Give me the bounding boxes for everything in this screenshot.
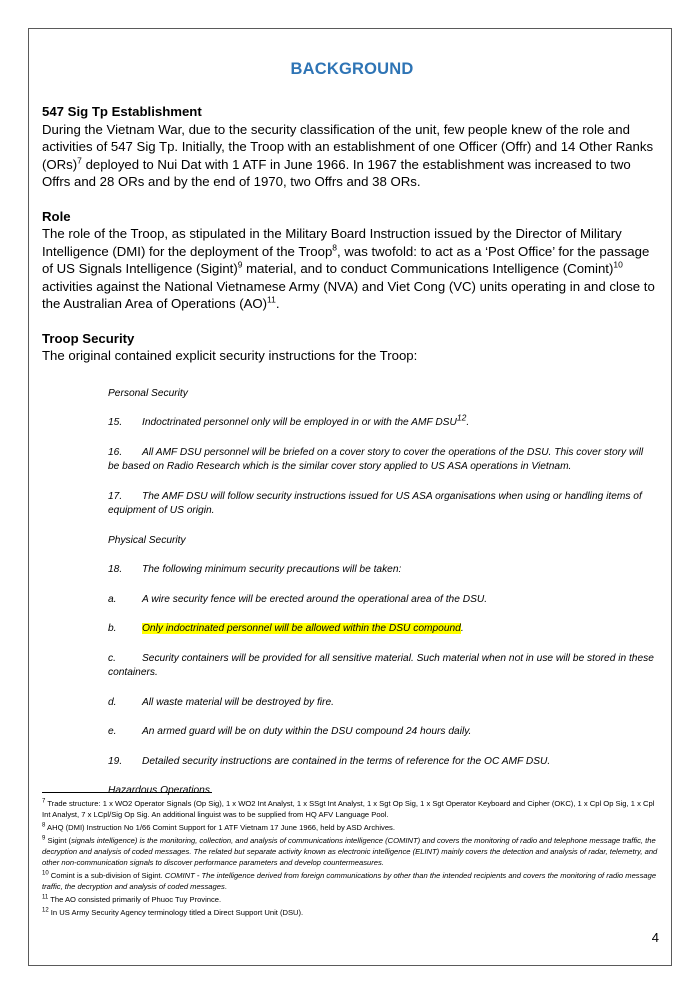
footnote-number: 9 [42, 835, 46, 842]
text-run: COMINT - The intelligence derived from foreign communications by other than the intended recipients and covers the monitoring of radio message traffic, the decryption and analysis of coded messages [42, 871, 657, 891]
text-run: During the Vietnam War, due to the security classification of the unit, few people knew of the role and activities of 547 Sig Tp. Initially, the Troop with an establishment of one Officer (Offr) and 14 Other Ranks (ORs) [42, 121, 654, 172]
quote-item [108, 755, 656, 770]
footnote [42, 907, 660, 918]
quote-item [108, 412, 656, 431]
document-body [42, 60, 662, 814]
text-run: Trade structure: 1 x WO2 Operator Signals (Op Sig), 1 x WO2 Int Analyst, 1 x SSgt Int Analyst, 1 x Sgt Op Sig, 1 x Sgt Operator Keyboard and Cipher (OKC), 1 x Cpl Op Sig, 1 x Cpl Int Analyst, 7 x LCpl/Sig Op Sig. An additional linguist was to be supplied from HQ AFV Language Pool. [42, 799, 655, 819]
quote-item-number: 17. [108, 490, 123, 502]
quote-item-number: a. [108, 593, 117, 605]
footnote-reference: 11 [267, 294, 276, 305]
footnote-number: 7 [42, 798, 46, 805]
quote-item [108, 593, 656, 608]
footnote [42, 798, 660, 820]
footnote-reference: 7 [77, 155, 82, 166]
text-run: Sigint ( [45, 836, 72, 845]
text-run: An armed guard will be on duty within the DSU compound 24 hours daily. [142, 726, 472, 737]
footnote-number: 11 [42, 894, 49, 901]
text-run: Hazardous Operations [108, 785, 210, 796]
text-run: Comint is a sub-division of Sigint. [48, 871, 165, 880]
quote-item [108, 652, 656, 681]
text-run: The following minimum security precautions will be taken: [142, 564, 402, 575]
text-run: All waste material will be destroyed by fire. [142, 696, 334, 708]
text-run: deployed to Nui Dat with 1 ATF in June 1966. In 1967 the establishment was increased to two Offrs and 28 ORs and by the end of 1970, two Offrs and 38 ORs. [42, 156, 631, 189]
footnote-number: 8 [42, 822, 46, 829]
section-paragraph [42, 121, 662, 191]
quote-item [108, 446, 656, 475]
text-run: Physical Security [108, 534, 186, 546]
footnote [42, 835, 660, 868]
quote-item [108, 563, 656, 578]
highlighted-text: Only indoctrinated personnel will be allowed within the DSU compound [142, 623, 461, 634]
quote-item-number: e. [108, 726, 117, 737]
section-establishment [42, 103, 662, 191]
text-run: A wire security fence will be erected around the operational area of the DSU. [142, 593, 488, 605]
text-run: . [460, 623, 464, 634]
footnote-reference: 8 [332, 242, 338, 253]
text-run: The original contained explicit security instructions for the Troop: [42, 348, 418, 363]
text-run: The AO consisted primarily of Phuoc Tuy Province. [48, 895, 222, 904]
quote-item-number: 19. [108, 755, 123, 767]
section-troop-security [42, 330, 662, 365]
footnote [42, 822, 660, 833]
quote-item [108, 622, 656, 637]
text-run: Personal Security [108, 387, 188, 399]
footnote [42, 894, 660, 905]
footnote-number: 12 [42, 907, 49, 914]
quoted-security-instructions [108, 387, 656, 799]
quote-item [108, 490, 656, 519]
text-run: material, and to conduct Communications Intelligence (Comint) [242, 261, 614, 276]
quote-item-number: 15. [108, 417, 123, 428]
quote-item-number: d. [108, 696, 117, 708]
section-paragraph [42, 225, 662, 313]
text-run: . [224, 882, 227, 891]
text-run: , was twofold: to act as a ‘Post Office’ for the passage of US Signals Intelligence (Sigint) [42, 243, 650, 276]
quote-item [108, 696, 656, 711]
footnote-separator [42, 792, 212, 793]
quote-item [108, 725, 656, 740]
text-run: signals intelligence [71, 836, 135, 845]
text-run: . [466, 417, 470, 428]
quote-item-number: b. [108, 623, 117, 634]
text-run: All AMF DSU personnel will be briefed on a cover story to cover the operations of the DSU. This cover story will be based on Radio Research which is the similar cover story applied to US ASA operations in Vietnam. [108, 446, 644, 472]
text-run: Security containers will be provided for all sensitive material. Such material when not in use will be stored in these containers. [108, 652, 654, 678]
quote-item-number: c. [108, 652, 116, 664]
text-run: In US Army Security Agency terminology titled a Direct Support Unit (DSU). [48, 908, 304, 917]
section-paragraph [42, 347, 662, 365]
quote-subheading [108, 534, 656, 549]
page-title: BACKGROUND [290, 60, 414, 78]
text-run: ) is the monitoring, collection, and analysis of communications intelligence (COMINT) and covers the monitoring of radio and telephone message traffic, the decryption and analysis of coded messages. The related but separate activity known as electronic intelligence (ELINT) mainly covers the detection and analysis of radar, telemetry, and other non-communication signals to discover performance parameters and develop countermeasures. [42, 836, 658, 867]
text-run: activities against the National Vietnamese Army (NVA) and Viet Cong (VC) units operating in and close to the Australian Area of Operations (AO) [42, 278, 655, 311]
quote-item-number: 18. [108, 564, 123, 575]
quote-item-number: 16. [108, 446, 123, 458]
text-run: . [275, 296, 280, 311]
footnote-reference: 10 [613, 259, 623, 270]
text-run: AHQ (DMI) Instruction No 1/66 Comint Support for 1 ATF Vietnam 17 June 1966, held by ASD Archives. [45, 823, 395, 832]
footnote-reference: 12 [456, 412, 467, 423]
text-run: The role of the Troop, as stipulated in the Military Board Instruction issued by the Director of Military Intelligence (DMI) for the deployment of the Troop [42, 226, 622, 259]
quote-subheading [108, 387, 656, 402]
footnote-number: 10 [42, 870, 49, 877]
footnote [42, 870, 660, 892]
section-role [42, 208, 662, 313]
footnote-reference: 9 [237, 259, 243, 270]
footnotes [42, 798, 660, 920]
text-run: Detailed security instructions are contained in the terms of reference for the OC AMF DSU. [142, 755, 551, 767]
section-heading: Troop Security [42, 330, 135, 346]
page-number: 4 [651, 930, 659, 945]
text-run: The AMF DSU will follow security instructions issued for US ASA organisations when using or handling items of equipment of US origin. [108, 490, 642, 516]
section-heading: Role [42, 208, 71, 224]
text-run: Indoctrinated personnel only will be employed in or with the AMF DSU [142, 417, 457, 428]
section-heading: 547 Sig Tp Establishment [42, 104, 202, 119]
